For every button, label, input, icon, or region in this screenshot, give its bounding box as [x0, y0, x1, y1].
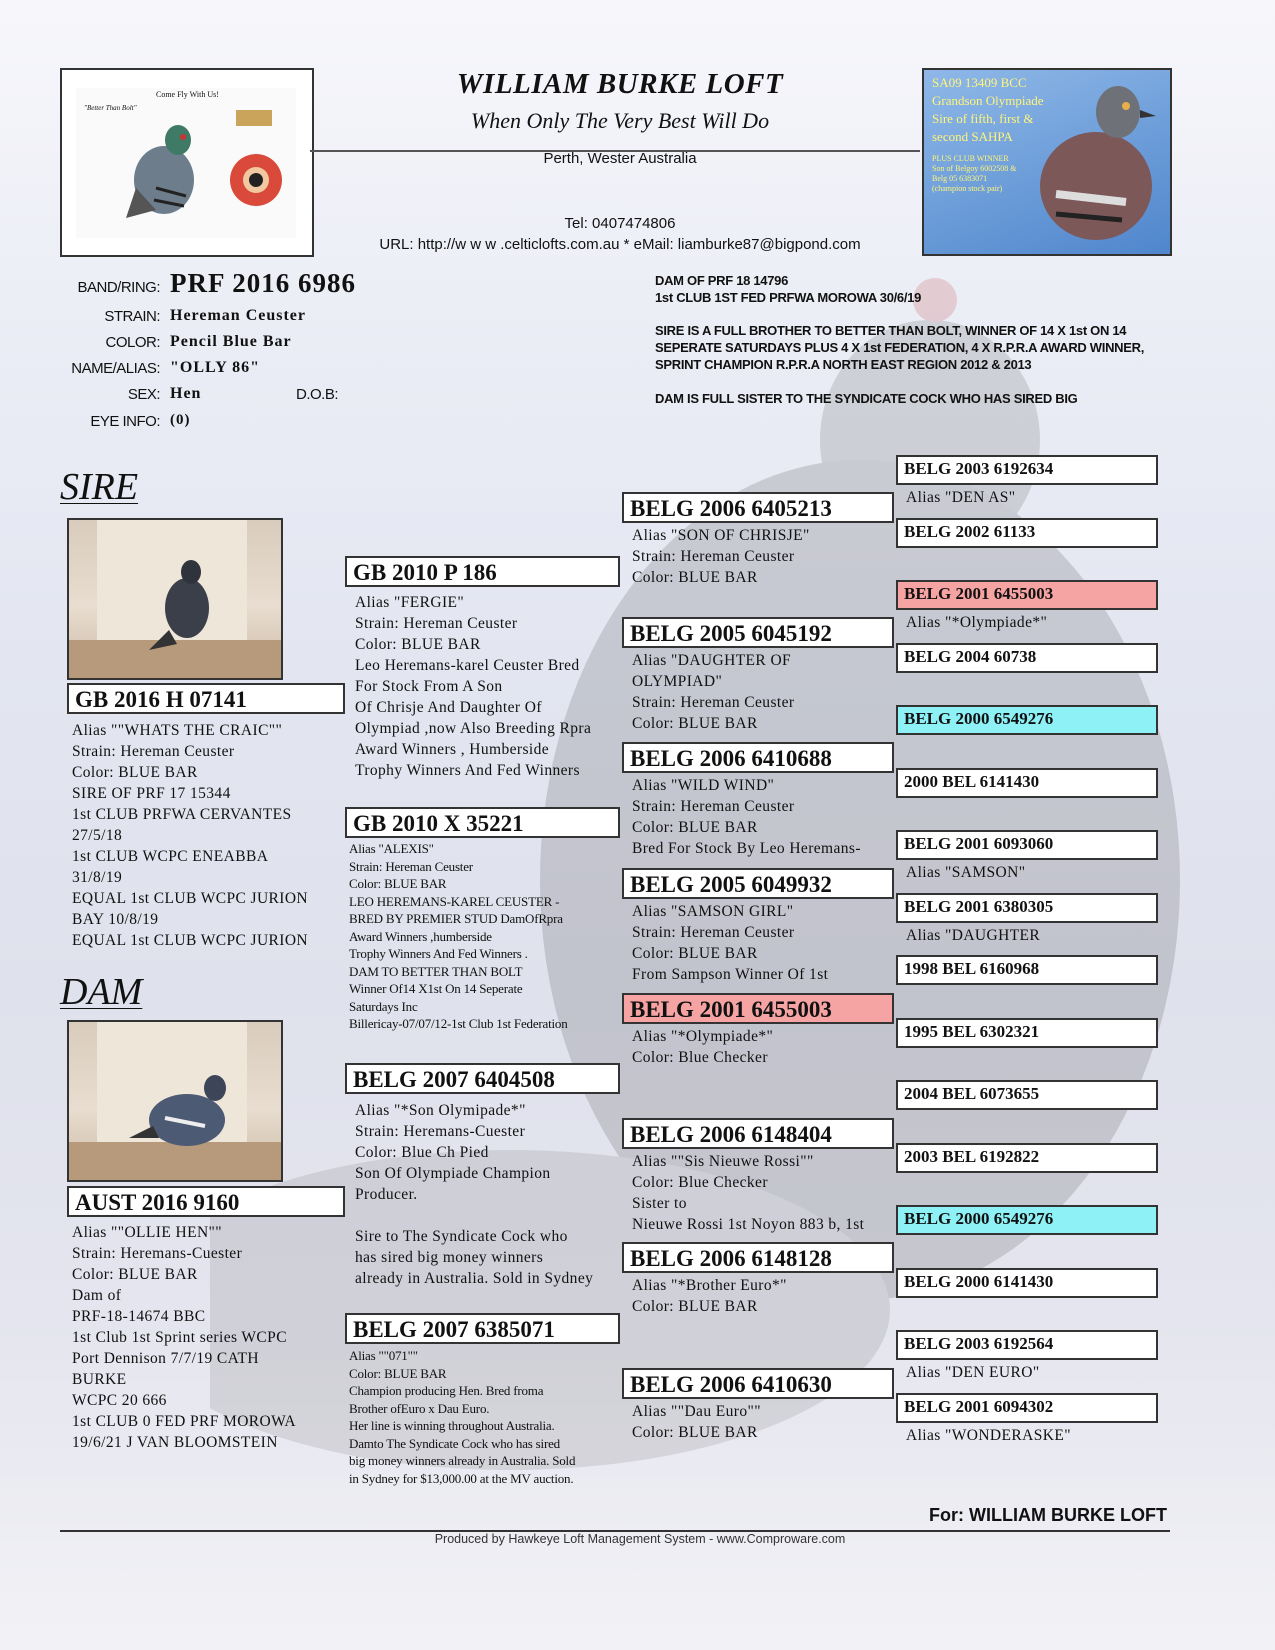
gen4-band-box-highlighted: BELG 2000 6549276 — [896, 1205, 1158, 1235]
tagline: When Only The Very Best Will Do — [470, 108, 770, 133]
gen3-line: Alias "*Olympiade*" — [632, 1028, 774, 1045]
eye-label: EYE INFO: — [90, 413, 160, 430]
gen2-line — [355, 1205, 625, 1226]
gen2-band-box: GB 2010 P 186 — [345, 556, 620, 587]
strain-label: STRAIN: — [104, 308, 160, 325]
gen2-band-box: GB 2010 X 35221 — [345, 807, 620, 838]
gen2-line: Producer. — [355, 1186, 418, 1203]
gen4-band-box: 2003 BEL 6192822 — [896, 1143, 1158, 1173]
dam-line: Alias ""OLLIE HEN"" — [72, 1224, 222, 1241]
card-subtitle: PLUS CLUB WINNER Son of Belgoy 6002508 & Belg 05 6383071 (champion stock pair) — [932, 154, 1017, 193]
gen3-line: Color: BLUE BAR — [632, 569, 758, 586]
gen2-line: Alias "ALEXIS" — [349, 841, 434, 856]
gen4-band-box: BELG 2001 6380305 — [896, 893, 1158, 923]
dob-label: D.O.B: — [295, 386, 338, 403]
sex-value: Hen — [170, 385, 202, 402]
dam-line: Dam of — [72, 1287, 122, 1304]
gen2-line: Alias "FERGIE" — [355, 594, 465, 611]
gen2-line: Sire to The Syndicate Cock who — [355, 1228, 568, 1245]
gen2-line: Strain: Hereman Ceuster — [355, 615, 518, 632]
gen3-details — [632, 1401, 892, 1443]
gen4-alias: Alias "*Olympiade*" — [906, 614, 1048, 631]
page-title: WILLIAM BURKE LOFT — [456, 68, 784, 100]
gen4-alias: Alias "DAUGHTER — [906, 927, 1041, 944]
gen2-details — [349, 1347, 629, 1487]
gen3-line: Color: Blue Checker — [632, 1174, 768, 1191]
gen3-band-box: BELG 2005 6049932 — [622, 868, 894, 899]
gen3-line: Alias ""Sis Nieuwe Rossi"" — [632, 1153, 814, 1170]
sire-line: 27/5/18 — [72, 827, 123, 844]
gen2-line: Color: Blue Ch Pied — [355, 1144, 489, 1161]
gen2-band-box: BELG 2007 6385071 — [345, 1313, 620, 1344]
breeding-notes — [655, 272, 1145, 424]
gen3-line: OLYMPIAD" — [632, 673, 723, 690]
gen4-band-box: BELG 2001 6094302 — [896, 1393, 1158, 1423]
location: Perth, Wester Australia — [543, 150, 697, 167]
gen4-band-box: BELG 2000 6141430 — [896, 1268, 1158, 1298]
gen3-details — [632, 650, 892, 734]
gen2-line: Trophy Winners And Fed Winners . — [349, 946, 528, 961]
pigeon-logo-icon — [116, 118, 216, 228]
gen2-line: DAM TO BETTER THAN BOLT — [349, 963, 523, 979]
sex-label: SEX: — [127, 386, 160, 403]
gen3-band-box: BELG 2006 6148404 — [622, 1118, 894, 1149]
gen4-band-box: 1998 BEL 6160968 — [896, 955, 1158, 985]
card-title: SA09 13409 BCC Grandson Olympiade Sire of fifth, first & second SAHPA — [932, 75, 1044, 144]
strain-value: Hereman Ceuster — [170, 307, 306, 324]
gen2-line: in Sydney for $13,000.00 at the MV auction. — [349, 1470, 574, 1486]
gen3-band-box: BELG 2005 6045192 — [622, 617, 894, 648]
gen2-details — [349, 840, 629, 1033]
gen3-band-box: BELG 2006 6410688 — [622, 742, 894, 773]
name-value: "OLLY 86" — [170, 359, 261, 376]
gen3-line: Color: BLUE BAR — [632, 1298, 758, 1315]
gen3-details — [632, 1026, 892, 1068]
gen2-details — [355, 592, 625, 781]
gen4-band-box: 2004 BEL 6073655 — [896, 1080, 1158, 1110]
sire-pigeon-icon — [69, 520, 281, 678]
gen3-line: Alias "SON OF CHRISJE" — [632, 527, 810, 544]
dam-line: PRF-18-14674 BBC — [72, 1308, 206, 1325]
gen3-band-box: BELG 2006 6405213 — [622, 492, 894, 523]
gen4-band-box: BELG 2004 60738 — [896, 643, 1158, 673]
gen3-band-box: BELG 2006 6410630 — [622, 1368, 894, 1399]
gen3-line: Strain: Hereman Ceuster — [632, 548, 795, 565]
gen4-band-box: 2000 BEL 6141430 — [896, 768, 1158, 798]
gen2-line: Color: BLUE BAR — [349, 1365, 447, 1381]
gen3-details — [632, 901, 892, 985]
gen3-line: Nieuwe Rossi 1st Noyon 883 b, 1st — [632, 1216, 865, 1233]
gen3-band-box: BELG 2006 6148128 — [622, 1242, 894, 1273]
gen2-line: Leo Heremans-karel Ceuster Bred — [355, 657, 580, 674]
gen3-line: Strain: Hereman Ceuster — [632, 694, 795, 711]
gen3-line: Alias "*Brother Euro*" — [632, 1277, 787, 1294]
gen2-line: big money winners already in Australia. Sold — [349, 1453, 576, 1468]
sire-line: EQUAL 1st CLUB WCPC JURION — [72, 890, 309, 907]
color-value: Pencil Blue Bar — [170, 333, 292, 350]
notes-dam-para: DAM IS FULL SISTER TO THE SYNDICATE COCK WHO HAS SIRED BIG — [655, 391, 1078, 406]
gen2-line: Son Of Olympiade Champion — [355, 1165, 551, 1182]
gen2-line: LEO HEREMANS-KAREL CEUSTER - — [349, 893, 560, 909]
sire-line: EQUAL 1st CLUB WCPC JURION — [72, 932, 309, 949]
logo-caption: Come Fly With Us! — [156, 90, 219, 99]
dam-line: Port Dennison 7/7/19 CATH — [72, 1350, 259, 1367]
dam-photo — [67, 1020, 283, 1182]
gen2-line: For Stock From A Son — [355, 678, 503, 695]
gen2-line: Strain: Hereman Ceuster — [349, 858, 473, 874]
gen3-line: Alias "WILD WIND" — [632, 777, 775, 794]
gen2-line: Strain: Heremans-Cuester — [355, 1123, 526, 1140]
dam-line: Strain: Heremans-Cuester — [72, 1245, 243, 1262]
band-number: PRF 2016 6986 — [170, 268, 356, 298]
dam-line: 1st Club 1st Sprint series WCPC — [72, 1329, 287, 1346]
gen2-line: Her line is winning throughout Australia. — [349, 1418, 555, 1433]
gen2-line: Award Winners , Humberside — [355, 741, 550, 758]
gen3-line: Alias "SAMSON GIRL" — [632, 903, 794, 920]
contact-url-email: URL: http://w w w .celticlofts.com.au * eMail: liamburke87@bigpond.com — [379, 236, 861, 253]
gen2-line: Alias "*Son Olymipade*" — [355, 1102, 526, 1119]
sire-line: Alias ""WHATS THE CRAIC"" — [72, 722, 283, 739]
gen2-line: Champion producing Hen. Bred froma — [349, 1383, 544, 1398]
sire-line: 31/8/19 — [72, 869, 123, 886]
gen2-details — [355, 1100, 625, 1289]
gen3-line: Strain: Hereman Ceuster — [632, 798, 795, 815]
notes-sire-para: SIRE IS A FULL BROTHER TO BETTER THAN BOLT, WINNER OF 14 X 1st ON 14 SEPERATE SATURDAYS PLUS 4 X 1st FEDERATION, 4 X R.P.R.A AWARD WINNER, SPRINT CHAMPION R.P.R.A NORTH EAST REGION 2012 & 2013 — [655, 323, 1145, 372]
featured-pigeon-icon — [1016, 74, 1166, 250]
band-label: BAND/RING: — [77, 279, 160, 296]
gen2-line: BRED BY PREMIER STUD DamOfRpra — [349, 911, 563, 926]
notes-line2: 1st CLUB 1ST FED PRFWA MOROWA 30/6/19 — [655, 290, 922, 305]
gen3-line: Color: Blue Checker — [632, 1049, 768, 1066]
gen2-line: Winner Of14 X1st On 14 Seperate — [349, 981, 523, 996]
gen2-line: Color: BLUE BAR — [349, 876, 447, 891]
eye-value: (0) — [170, 412, 191, 428]
sire-photo — [67, 518, 283, 680]
gen2-line: Of Chrisje And Daughter Of — [355, 699, 542, 716]
gen4-band-box: BELG 2002 61133 — [896, 518, 1158, 548]
dam-line: WCPC 20 666 — [72, 1392, 167, 1409]
sire-line: 1st CLUB WCPC ENEABBA — [72, 848, 269, 865]
gen3-details — [632, 1151, 892, 1235]
gen3-line: From Sampson Winner Of 1st — [632, 966, 829, 983]
gen4-alias: Alias "DEN AS" — [906, 489, 1016, 506]
gen2-band-box: BELG 2007 6404508 — [345, 1063, 620, 1094]
gen2-line: has sired big money winners — [355, 1249, 544, 1266]
gen3-details — [632, 1275, 892, 1317]
logo-quote: "Better Than Bolt" — [84, 104, 137, 112]
sire-band-box: GB 2016 H 07141 — [67, 683, 345, 714]
gen4-band-box: BELG 2001 6093060 — [896, 830, 1158, 860]
gen3-band-box-highlighted: BELG 2001 6455003 — [622, 993, 894, 1024]
dam-details — [72, 1222, 342, 1453]
gen4-alias: Alias "DEN EURO" — [906, 1364, 1040, 1381]
name-label: NAME/ALIAS: — [71, 360, 160, 377]
gen3-line: Color: BLUE BAR — [632, 1424, 758, 1441]
gen2-line: Trophy Winners And Fed Winners — [355, 762, 580, 779]
gen3-line: Strain: Hereman Ceuster — [632, 924, 795, 941]
produced-by: Produced by Hawkeye Loft Management System - www.Comproware.com — [434, 1532, 846, 1546]
sire-line: BAY 10/8/19 — [72, 911, 159, 928]
gen2-line: Damto The Syndicate Cock who has sired — [349, 1435, 560, 1451]
telephone: Tel: 0407474806 — [564, 215, 676, 232]
dam-line: Color: BLUE BAR — [72, 1266, 198, 1283]
gen2-line: Award Winners ,humberside — [349, 928, 492, 944]
gen3-line: Color: BLUE BAR — [632, 945, 758, 962]
gen2-line: Color: BLUE BAR — [355, 636, 481, 653]
sire-line: SIRE OF PRF 17 15344 — [72, 785, 231, 802]
gen4-band-box: BELG 2003 6192564 — [896, 1330, 1158, 1360]
sire-line: Color: BLUE BAR — [72, 764, 198, 781]
gen4-band-box-highlighted: BELG 2000 6549276 — [896, 705, 1158, 735]
gen4-alias: Alias "SAMSON" — [906, 864, 1026, 881]
sire-heading: SIRE — [60, 466, 139, 508]
gen3-details — [632, 525, 892, 588]
gen2-line: already in Australia. Sold in Sydney — [355, 1270, 594, 1287]
gen2-line: Brother ofEuro x Dau Euro. — [349, 1400, 490, 1416]
dam-heading: DAM — [60, 971, 143, 1013]
gen3-line: Alias ""Dau Euro"" — [632, 1403, 761, 1420]
gen3-line: Color: BLUE BAR — [632, 819, 758, 836]
prepared-for: For: WILLIAM BURKE LOFT — [929, 1505, 1167, 1525]
dam-line: BURKE — [72, 1371, 127, 1388]
gen2-line: Alias ""071"" — [349, 1348, 418, 1363]
gen4-band-box-highlighted: BELG 2001 6455003 — [896, 580, 1158, 610]
premier-eye-icon — [226, 108, 286, 228]
gen3-line: Sister to — [632, 1195, 687, 1212]
gen2-line: Saturdays Inc — [349, 998, 418, 1014]
sire-line: Strain: Hereman Ceuster — [72, 743, 235, 760]
gen3-line: Bred For Stock By Leo Heremans- — [632, 840, 861, 857]
dam-pigeon-icon — [69, 1022, 281, 1180]
sire-details — [72, 720, 342, 951]
dam-line: 1st CLUB 0 FED PRF MOROWA — [72, 1413, 297, 1430]
sire-line: 1st CLUB PRFWA CERVANTES — [72, 806, 292, 823]
notes-line1: DAM OF PRF 18 14796 — [655, 273, 789, 288]
featured-bird-card — [922, 68, 1172, 256]
gen4-alias: Alias "WONDERASKE" — [906, 1427, 1071, 1444]
gen2-line: Olympiad ,now Also Breeding Rpra — [355, 720, 592, 737]
gen3-details — [632, 775, 892, 859]
gen4-band-box: BELG 2003 6192634 — [896, 455, 1158, 485]
loft-logo — [60, 68, 314, 257]
dam-band-box: AUST 2016 9160 — [67, 1186, 345, 1217]
gen4-band-box: 1995 BEL 6302321 — [896, 1018, 1158, 1048]
gen3-line: Color: BLUE BAR — [632, 715, 758, 732]
dam-line: 19/6/21 J VAN BLOOMSTEIN — [72, 1434, 278, 1451]
gen3-line: Alias "DAUGHTER OF — [632, 652, 792, 669]
gen2-line: Billericay-07/07/12-1st Club 1st Federation — [349, 1016, 568, 1031]
color-label: COLOR: — [105, 334, 160, 351]
